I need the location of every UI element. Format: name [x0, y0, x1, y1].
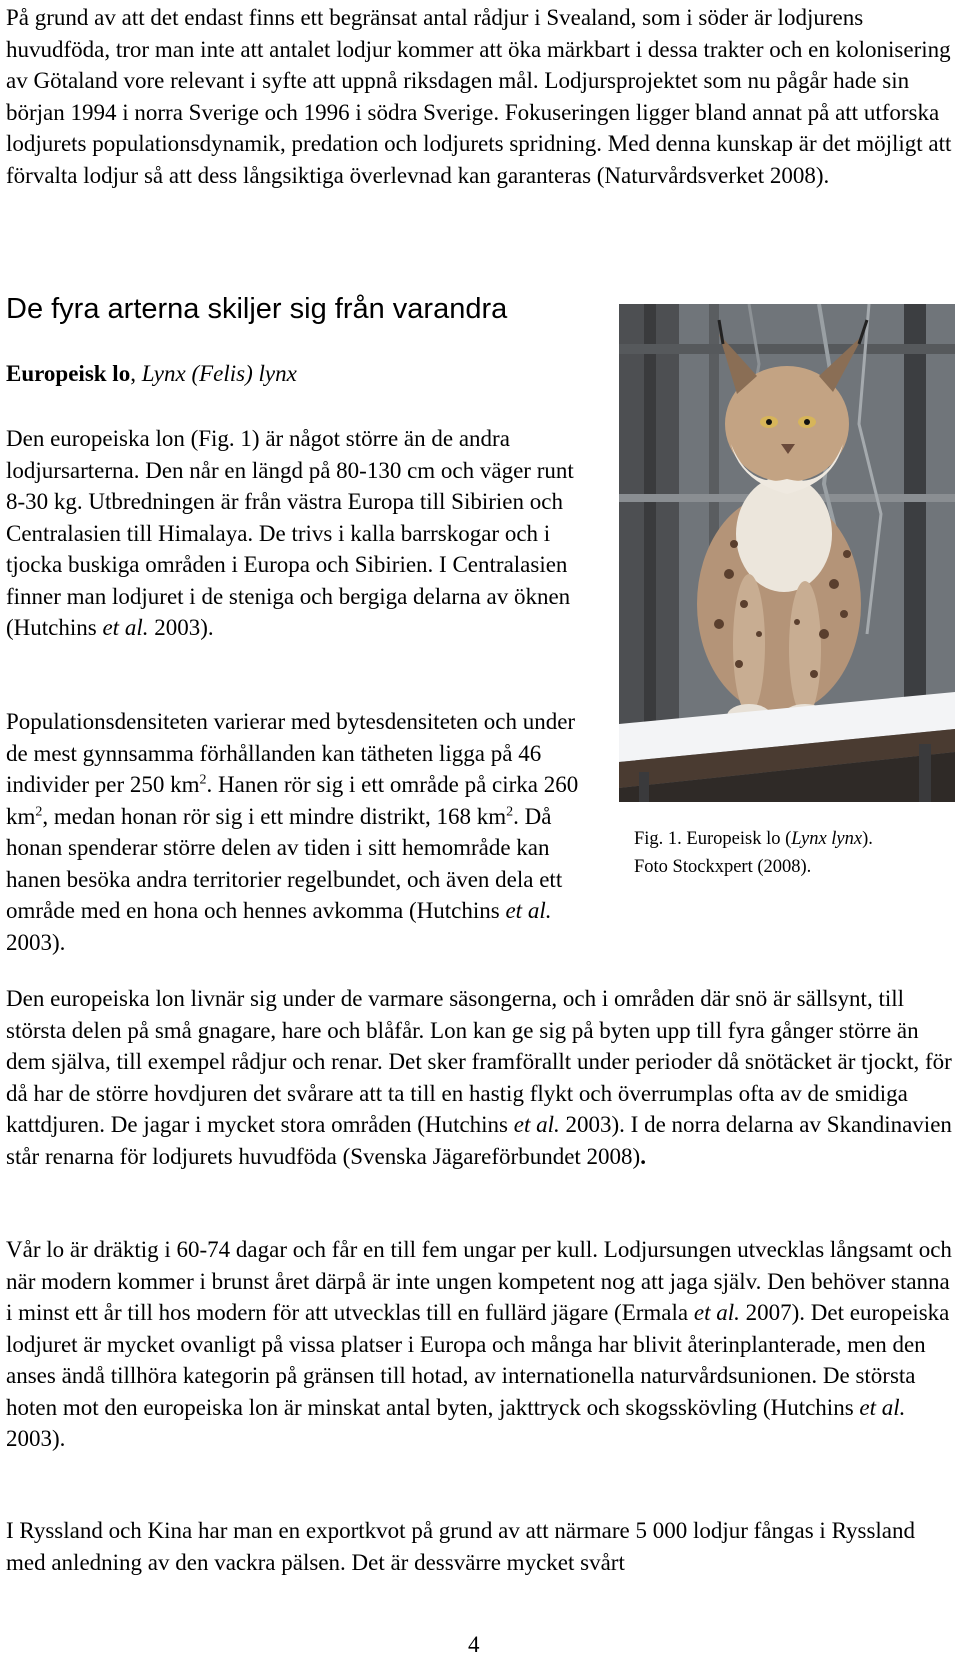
density-text-a: Populationsdensiteten varierar med bytesdensiteten och under de mest gynnsamma förhållanden kan tätheten ligga på 46 individer per 250 km: [6, 709, 576, 797]
species-heading: [6, 358, 297, 389]
diet-dot: .: [640, 1143, 646, 1169]
reproduction-etal-1: et al.: [693, 1300, 740, 1325]
description-paragraph: [6, 423, 584, 644]
caption-suffix: ).: [862, 829, 873, 849]
density-paragraph: [6, 706, 594, 958]
density-end: 2003).: [6, 929, 66, 955]
density-sup-2: 2: [35, 803, 43, 819]
caption-prefix: Fig. 1. Europeisk lo (: [634, 829, 792, 849]
section-heading: De fyra arterna skiljer sig från varandra: [6, 293, 508, 325]
page-number: 4: [468, 1632, 480, 1657]
diet-text-a: Den europeiska lon livnär sig under de varmare säsongerna, och i områden där snö är sällsynt, till största delen på små gnagare, hare och blåfår. Lon kan ge sig på byten upp till fyra gånger större än dem själva, till exempel rådjur och renar. Det sker framförallt under perioder då snötäcket är tjockt, för då har de större hovdjuren det svårare att ta till en hastig flykt och överrumplas ofta av de smidiga kattdjuren. De jagar i mycket stora områden (Hutchins: [6, 986, 952, 1137]
figure-caption: [634, 825, 873, 881]
density-text-d: . Då honan spenderar större delen av tiden i sitt hemområde kan hanen besöka andra territorier regelbundet, och även dela ett område med en hona och hennes avkomma (Hutchins: [6, 803, 563, 923]
intro-paragraph: På grund av att det endast finns ett begränsat antal rådjur i Svealand, som i söder är lodjurens huvudföda, tror man inte att antalet lodjur kommer att öka märkbart i dessa trakter och en kolonisering av Götaland vore relevant i syfte att uppnå riksdagen mål. Lodjursprojektet som nu pågår hade sin början 1994 i norra Sverige och 1996 i södra Sverige. Fokuseringen ligger bland annat på att utforska lodjurets populationsdynamik, predation och lodjurets spridning. Med denna kunskap är det möjligt att förvalta lodjur så att dess långsiktiga överlevnad kan garanteras (Naturvårdsverket 2008).: [6, 5, 952, 188]
density-text-c: , medan honan rör sig i ett mindre distrikt, 168 km: [42, 803, 507, 829]
photo-credit: Foto Stockxpert (2008).: [634, 857, 812, 877]
species-name: Europeisk lo: [6, 361, 131, 386]
species-latin: Lynx (Felis) lynx: [141, 361, 297, 386]
density-text-b: . Hanen rör sig i ett område på cirka 260 km: [6, 772, 579, 829]
lynx-photo: [619, 304, 955, 802]
species-comma: ,: [130, 361, 142, 386]
caption-line: [634, 825, 873, 853]
reproduction-text-a: Vår lo är dräktig i 60-74 dagar och får en till fem ungar per kull. Lodjursungen utvecklas långsamt och när modern kommer i brunst året därpå är inte ungen kompetent nog att jaga själv. Den behöver stanna i minst ett år till hos modern för att utvecklas till en fullärd jägare (Ermala: [6, 1237, 952, 1325]
reproduction-etal-2: et al.: [859, 1394, 906, 1420]
density-etal: et al.: [505, 898, 552, 923]
reproduction-text-b: 2007). Det europeiska lodjuret är mycket ovanligt på vissa platser i Europa och många har blivit återinplanterade, men den anses ändå tillhöra kategorin på gränsen till hotad, av internationella naturvårdsunionen. De största hoten mot den europeiska lon är minskat antal byten, jakttryck och skogsskövling (Hutchins: [6, 1300, 950, 1420]
export-paragraph: I Ryssland och Kina har man en exportkvot på grund av att närmare 5 000 lodjur fångas i Ryssland med anledning av den vackra pälsen. Det är dessvärre mycket svårt: [6, 1518, 915, 1575]
description-text: Den europeiska lon (Fig. 1) är något större än de andra lodjursarterna. Den når en längd på 80-130 cm och väger runt 8-30 kg. Utbredningen är från västra Europa till Sibirien och Centralasien till Himalaya. De trivs i kalla barrskogar och i tjocka buskiga områden i Europa och Sibirien. I Centralasien finner man lodjuret i de steniga och bergiga delarna av öknen (Hutchins: [6, 426, 574, 640]
density-sup-1: 2: [199, 772, 207, 788]
diet-etal: et al.: [513, 1112, 560, 1137]
description-end: 2003).: [148, 615, 214, 640]
reproduction-text-c: 2003).: [6, 1426, 66, 1451]
diet-text-b: 2003). I de norra delarna av Skandinavien står renarna för lodjurets huvudföda (Svenska Jägareförbundet 2008): [6, 1112, 952, 1169]
reproduction-paragraph: [6, 1234, 954, 1455]
description-etal: et al.: [102, 615, 149, 640]
diet-paragraph: [6, 983, 954, 1172]
density-sup-3: 2: [506, 803, 514, 819]
caption-latin: Lynx lynx: [791, 829, 863, 849]
